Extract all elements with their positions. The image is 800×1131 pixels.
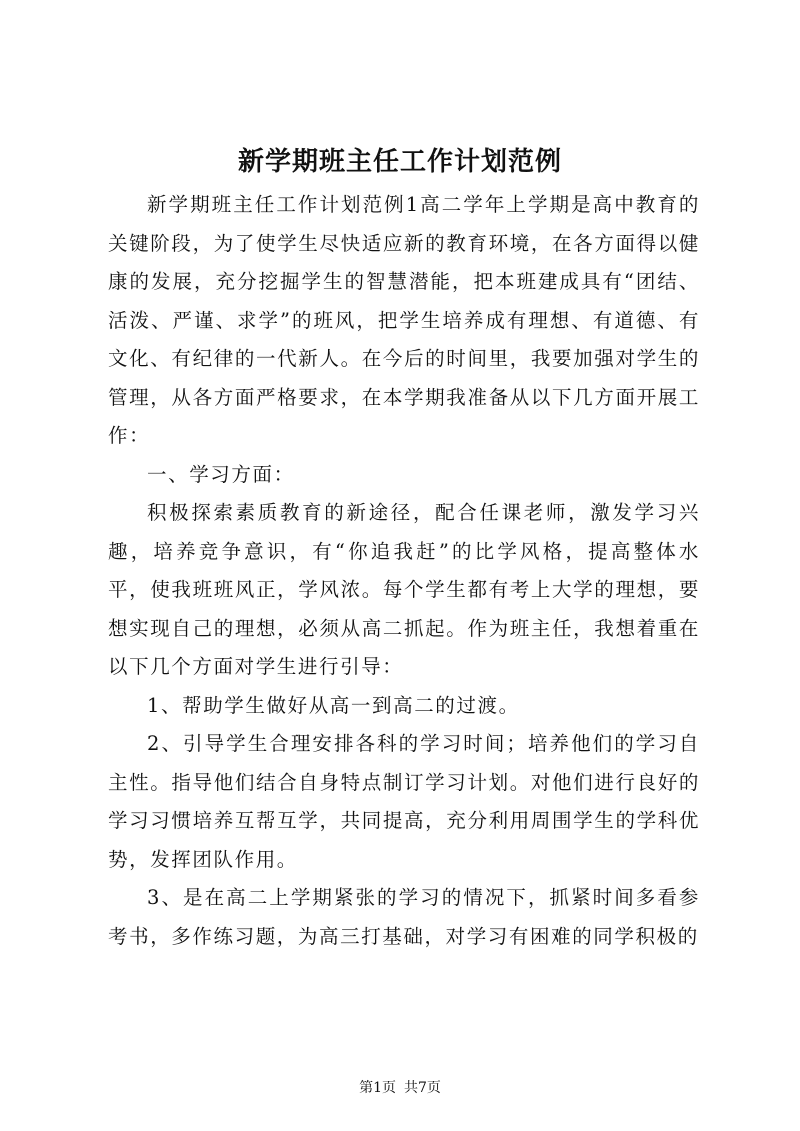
document-title: 新学期班主任工作计划范例 bbox=[237, 147, 562, 177]
page-footer bbox=[0, 1078, 800, 1098]
paragraph-study: 积极探索素质教育的新途径，配合任课老师，激发学习兴趣，培养竞争意识，有“你追我赶”的比学风格，提高整体水平，使我班班风正，学风浓。每个学生都有考上大学的理想，要想实现自己的理想，必须从高二抓起。作为班主任，我想着重在以下几个方面对学生进行引导： bbox=[108, 501, 700, 678]
paragraph-intro: 新学期班主任工作计划范例1高二学年上学期是高中教育的关键阶段，为了使学生尽快适应新的教育环境，在各方面得以健康的发展，充分挖掘学生的智慧潜能，把本班建成具有“团结、活泼、严谨、求学”的班风，把学生培养成有理想、有道德、有文化、有纪律的一代新人。在今后的时间里，我要加强对学生的管理，从各方面严格要求，在本学期我准备从以下几方面开展工作： bbox=[108, 193, 700, 447]
paragraph-item-3: 3、是在高二上学期紧张的学习的情况下，抓紧时间多看参考书，多作练习题，为高三打基础，对学习有困难的同学积极的 bbox=[108, 886, 700, 948]
paragraph-item-2: 2、引导学生合理安排各科的学习时间；培养他们的学习自主性。指导他们结合自身特点制订学习计划。对他们进行良好的学习习惯培养互帮互学，共同提高，充分利用周围学生的学科优势，发挥团队作用。 bbox=[108, 732, 700, 871]
document-body bbox=[108, 186, 700, 956]
page-total: 共7页 bbox=[404, 1080, 441, 1096]
paragraph-item-1: 1、帮助学生做好从高一到高二的过渡。 bbox=[147, 693, 520, 717]
page-number: 第1页 bbox=[359, 1080, 396, 1096]
paragraph-section-heading: 一、学习方面： bbox=[147, 462, 295, 486]
